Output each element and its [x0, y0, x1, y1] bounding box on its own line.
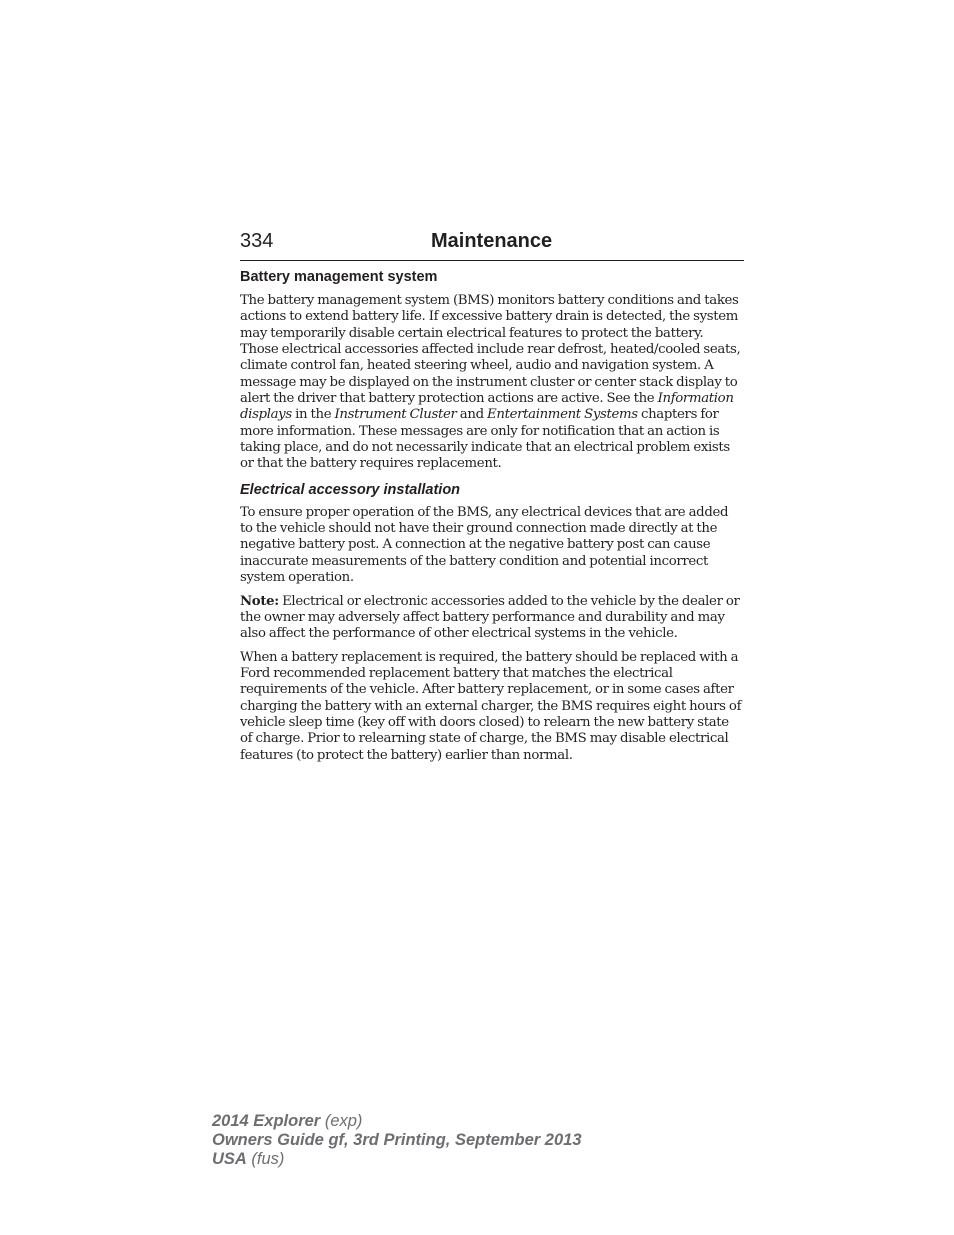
footer-line-guide [212, 1131, 582, 1150]
footer-model: 2014 Explorer [212, 1112, 321, 1130]
footer-line-market [212, 1150, 582, 1169]
subsection-heading-electrical-accessory: Electrical accessory installation [240, 481, 461, 498]
bms-paragraph [240, 293, 744, 473]
accessory-paragraph: To ensure proper operation of the BMS, any electrical devices that are added to the vehicle should not have their ground connection made directly at the negative battery post. A connection at the negative battery post can cause inaccurate measurements of the battery condition and potential incorrect system operation. [240, 504, 729, 586]
replacement-paragraph: When a battery replacement is required, the battery should be replaced with a Ford recommended replacement battery that matches the electrical requirements of the vehicle. After battery replacement, or in some cases after charging the battery with an external charger, the BMS requires eight hours of vehicle sleep time (key off with doors closed) to relearn the new battery state of charge. Prior to relearning state of charge, the BMS may disable electrical features (to protect the battery) earlier than normal. [240, 649, 742, 763]
footer-guide: Owners Guide gf, 3rd Printing, September 2013 [212, 1131, 582, 1149]
footer-market-code: (fus) [246, 1150, 285, 1168]
cross-reference-entertainment-systems: Entertainment Systems [487, 407, 638, 423]
cross-reference-information-displays: Information displays [240, 391, 734, 423]
footer-model-code: (exp) [320, 1112, 363, 1130]
note-paragraph [240, 594, 744, 643]
bms-text-part1: The battery management system (BMS) monitors battery conditions and takes actions to extend battery life. If excessive battery drain is detected, the system may temporarily disable certain electrical features to protect the battery. Those electrical accessories affected include rear defrost, heated/cooled seats, climate control fan, heated steering wheel, audio and navigation system. A message may be displayed on the instrument cluster or center stack display to alert the driver that battery protection actions are active. See the [240, 293, 741, 407]
section-heading-battery-management: Battery management system [240, 269, 438, 285]
footer-line-model [212, 1112, 582, 1131]
bms-text-part2: in the [291, 407, 335, 423]
note-label: Note: [240, 593, 279, 609]
page-number: 334 [240, 230, 274, 252]
note-text: Electrical or electronic accessories added to the vehicle by the dealer or the owner may adversely affect battery performance and durability and may also affect the performance of other electrical systems in the vehicle. [240, 593, 740, 642]
page-content [240, 267, 744, 771]
page-footer [212, 1112, 582, 1169]
bms-text-part4: chapters for more information. These messages are only for notification that an action is taking place, and do not necessarily indicate that an electrical problem exists or that the battery requires replacement. [240, 407, 730, 472]
footer-market: USA [212, 1150, 247, 1168]
bms-text-part3: and [456, 407, 488, 423]
page-header [240, 229, 744, 261]
chapter-title: Maintenance [431, 230, 553, 252]
cross-reference-instrument-cluster: Instrument Cluster [334, 407, 457, 423]
